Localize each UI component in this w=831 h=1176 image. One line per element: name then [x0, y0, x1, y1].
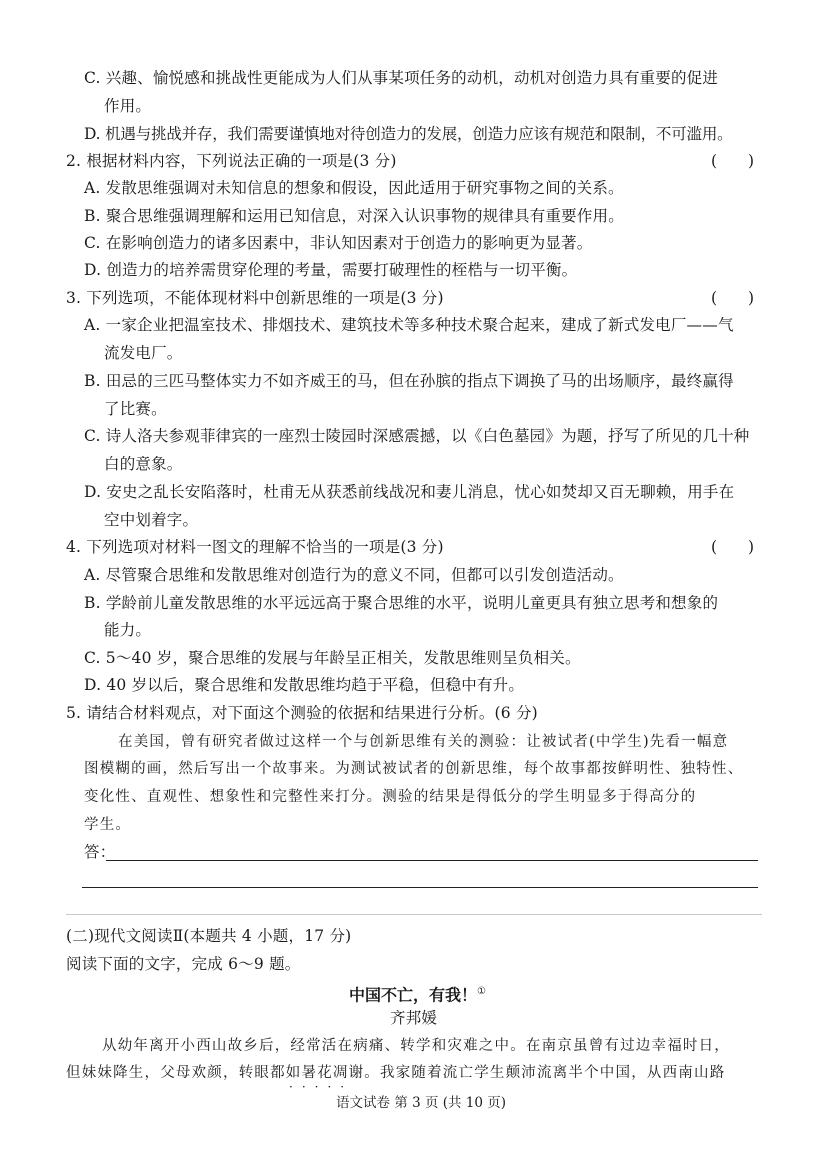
q4-option-b-line1: B. 学龄前儿童发散思维的水平远远高于聚合思维的水平，说明儿童更具有独立思考和想象的: [84, 594, 719, 612]
section2-instruction: 阅读下面的文字，完成 6～9 题。: [66, 955, 301, 973]
q4-option-c: C. 5～40 岁，聚合思维的发展与年龄呈正相关，发散思维则呈负相关。: [84, 649, 581, 667]
answer-line-1[interactable]: [106, 860, 758, 861]
q3-stem: 3. 下列选项，不能体现材料中创新思维的一项是(3 分): [66, 289, 444, 307]
q2-option-b: B. 聚合思维强调理解和运用已知信息，对深入认识事物的规律具有重要作用。: [84, 207, 624, 225]
q3-option-b-line2: 了比赛。: [104, 400, 167, 418]
q4-option-d: D. 40 岁以后，聚合思维和发散思维均趋于平稳，但稳中有升。: [84, 676, 525, 694]
q3-option-d-line2: 空中划着字。: [104, 511, 199, 529]
answer-label: 答：: [84, 843, 116, 861]
q3-option-a-line2: 流发电厂。: [104, 344, 183, 362]
article-paragraph-line1: 从幼年离开小西山故乡后，经常活在病痛、转学和灾难之中。在南京虽曾有过边幸福时日，: [102, 1038, 730, 1054]
q2-option-c: C. 在影响创造力的诸多因素中，非认知因素对于创造力的影响更为显著。: [84, 234, 593, 252]
article-title: [349, 980, 486, 1007]
q1-option-c-line1: C. 兴趣、愉悦感和挑战性更能成为人们从事某项任务的动机，动机对创造力具有重要的促进: [84, 69, 719, 87]
q2-option-d: D. 创造力的培养需贯穿伦理的考量，需要打破理性的桎梏与一切平衡。: [84, 261, 578, 279]
q2-option-a: A. 发散思维强调对未知信息的想象和假设，因此适用于研究事物之间的关系。: [84, 179, 624, 197]
q1-option-d: D. 机遇与挑战并存，我们需要谨慎地对待创造力的发展，创造力应该有规范和限制，不可滥用。: [84, 125, 733, 143]
q5-stem: 5. 请结合材料观点，对下面这个测验的依据和结果进行分析。(6 分): [66, 704, 538, 722]
q2-stem: 2. 根据材料内容，下列说法正确的一项是(3 分): [66, 152, 397, 170]
article-title-text: 中国不亡，有我！: [349, 985, 478, 1005]
q3-option-c-line2: 白的意象。: [104, 455, 183, 473]
article-author: 齐邦媛: [390, 1009, 438, 1027]
q3-option-c-line1: C. 诗人洛夫参观菲律宾的一座烈士陵园时深感震撼，以《白色墓园》为题，抒写了所见的几十种: [84, 427, 750, 445]
article-paragraph-line2: 但妹妹降生，父母欢颜，转眼都如暑花凋谢。我家随着流亡学生颠沛流离半个中国，从西南山路: [66, 1065, 726, 1081]
footnote-marker: ①: [477, 986, 486, 997]
q4-option-a: A. 尽管聚合思维和发散思维对创造行为的意义不同，但都可以引发创造活动。: [84, 566, 624, 584]
q4-option-b-line2: 能力。: [104, 621, 152, 639]
q3-option-a-line1: A. 一家企业把温室技术、排烟技术、建筑技术等多种技术聚合起来，建成了新式发电厂——气: [84, 316, 734, 334]
q5-passage-line2: 图模糊的画，然后写出一个故事来。为测试被试者的创新思维，每个故事都按鲜明性、独特性、: [84, 761, 744, 777]
q4-answer-bracket: ( ): [711, 538, 755, 556]
q2-answer-bracket: ( ): [711, 152, 755, 170]
q5-passage-line4: 学生。: [84, 817, 132, 833]
q4-stem: 4. 下列选项对材料一图文的理解不恰当的一项是(3 分): [66, 538, 444, 556]
section-divider: [66, 914, 762, 915]
q1-option-c-line2: 作用。: [104, 97, 152, 115]
emphasis-dots: ·····: [289, 1080, 354, 1094]
q5-passage-line3: 变化性、直观性、想象性和完整性来打分。测验的结果是得低分的学生明显多于得高分的: [84, 789, 697, 805]
answer-line-2[interactable]: [82, 887, 758, 888]
q3-option-d-line1: D. 安史之乱长安陷落时，杜甫无从获悉前线战况和妻儿消息，忧心如焚却又百无聊赖，用手在: [84, 483, 735, 501]
page-footer: 语文试卷 第 3 页 (共 10 页): [336, 1095, 507, 1111]
q3-answer-bracket: ( ): [711, 289, 755, 307]
q3-option-b-line1: B. 田忌的三匹马整体实力不如齐威王的马，但在孙膑的指点下调换了马的出场顺序，最终赢得: [84, 372, 734, 390]
section2-header: (二)现代文阅读Ⅱ(本题共 4 小题，17 分): [66, 927, 352, 945]
q5-passage-line1: 在美国，曾有研究者做过这样一个与创新思维有关的测验：让被试者(中学生)先看一幅意: [118, 734, 729, 750]
